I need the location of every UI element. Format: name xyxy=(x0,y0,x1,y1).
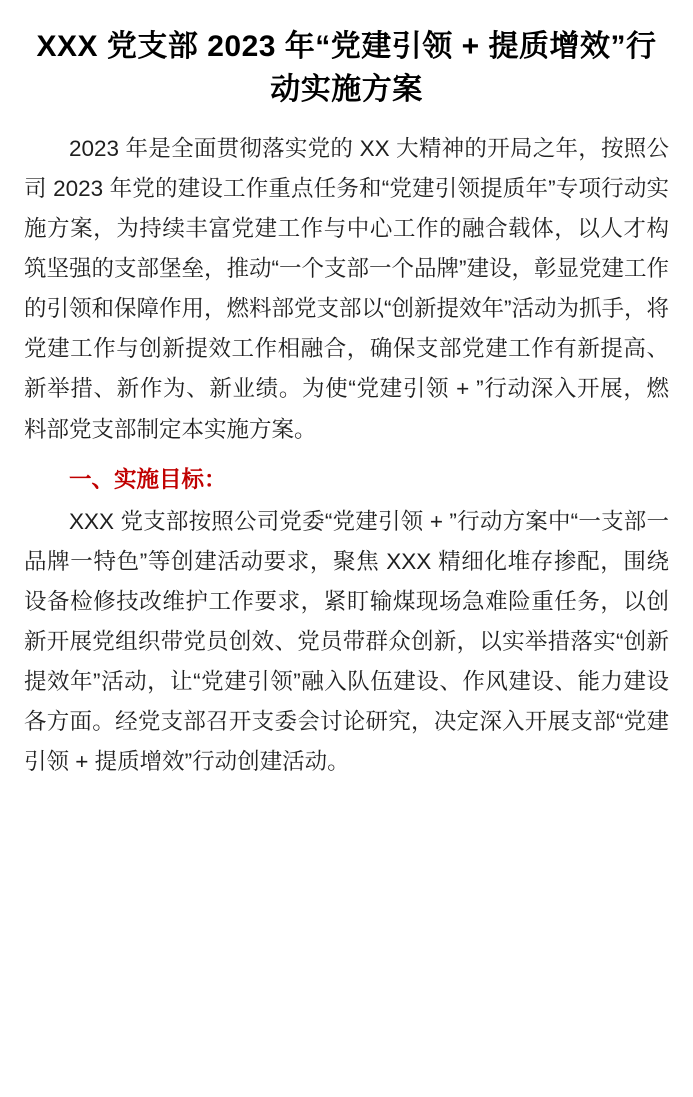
implementation-goal-paragraph: XXX 党支部按照公司党委“党建引领 + ”行动方案中“一支部一品牌一特色”等创建活动要求，聚焦 XXX 精细化堆存掺配，围绕设备检修技改维护工作要求，紧盯输煤现场急难险重任务，以创新开展党组织带党员创效、党员带群众创新，以实举措落实“创新提效年”活动，让“党建引领”融入队伍建设、作风建设、能力建设各方面。经党支部召开支委会讨论研究，决定深入开展支部“党建引领 + 提质增效”行动创建活动。 xyxy=(24,508,669,774)
intro-paragraph: 2023 年是全面贯彻落实党的 XX 大精神的开局之年，按照公司 2023 年党的建设工作重点任务和“党建引领提质年”专项行动实施方案，为持续丰富党建工作与中心工作的融合载体，以人才构筑坚强的支部堡垒，推动“一个支部一个品牌”建设，彰显党建工作的引领和保障作用，燃料部党支部以“创新提效年”活动为抓手，将党建工作与创新提效工作相融合，确保支部党建工作有新提高、新举措、新作为、新业绩。为使“党建引领 + ”行动深入开展，燃料部党支部制定本实施方案。 xyxy=(24,136,669,442)
page-title: XXX 党支部 2023 年“党建引领 + 提质增效”行动实施方案 xyxy=(36,30,657,106)
section-heading-implementation-goal: 一、实施目标： xyxy=(69,466,227,492)
